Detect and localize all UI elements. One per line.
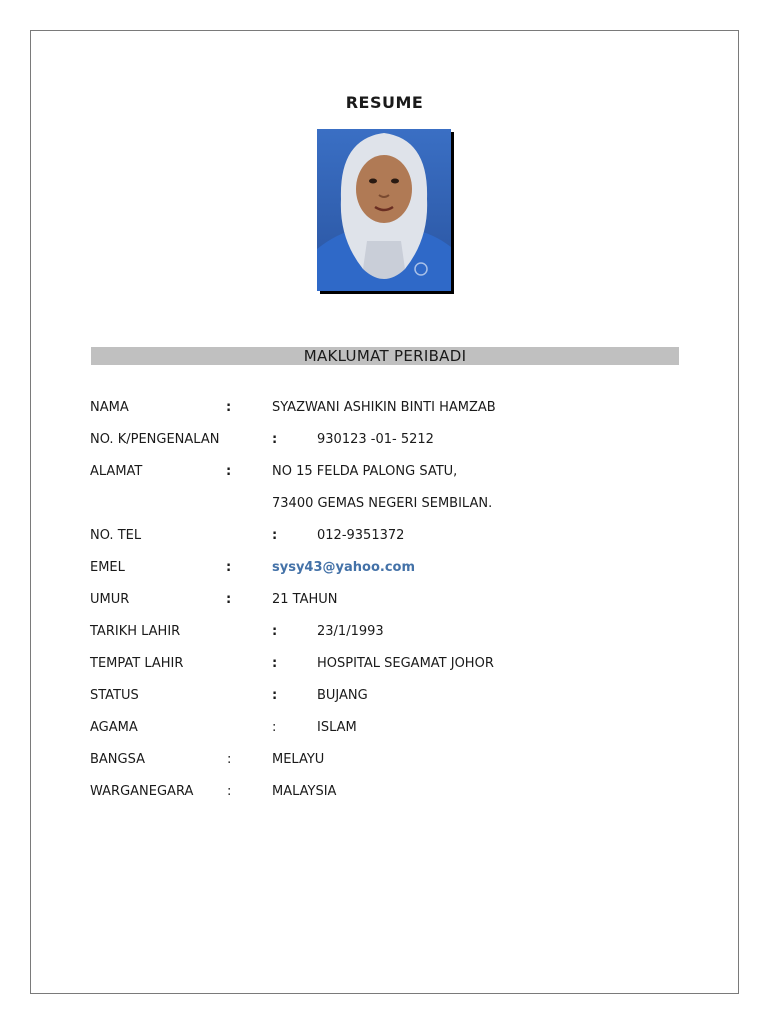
field-row-warganegara xyxy=(31,782,738,802)
field-colon: : xyxy=(272,528,278,543)
field-label: ALAMAT xyxy=(90,464,143,479)
field-row-umur xyxy=(31,590,738,610)
field-value: SYAZWANI ASHIKIN BINTI HAMZAB xyxy=(272,400,496,415)
field-label: WARGANEGARA xyxy=(90,784,194,799)
field-value: 23/1/1993 xyxy=(317,624,384,639)
resume-title: RESUME xyxy=(345,93,424,112)
field-colon: : xyxy=(226,592,232,607)
field-row-emel xyxy=(31,558,738,578)
field-colon: : xyxy=(272,688,278,703)
field-value: MALAYSIA xyxy=(272,784,337,799)
email-link[interactable]: sysy43@yahoo.com xyxy=(272,560,415,575)
field-value: 21 TAHUN xyxy=(272,592,338,607)
field-colon: : xyxy=(226,560,232,575)
field-value: BUJANG xyxy=(317,688,368,703)
field-colon: : xyxy=(226,464,232,479)
field-row-tempat-lahir xyxy=(31,654,738,674)
field-colon: : xyxy=(272,624,278,639)
field-row-bangsa xyxy=(31,750,738,770)
field-label: EMEL xyxy=(90,560,125,575)
field-row-alamat-line2 xyxy=(31,494,738,514)
field-label: NO. K/PENGENALAN xyxy=(90,432,220,447)
field-label: TARIKH LAHIR xyxy=(90,624,181,639)
field-row-status xyxy=(31,686,738,706)
field-label: AGAMA xyxy=(90,720,138,735)
field-row-agama xyxy=(31,718,738,738)
field-row-alamat xyxy=(31,462,738,482)
field-colon: : xyxy=(227,784,232,799)
field-label: UMUR xyxy=(90,592,130,607)
resume-page xyxy=(30,30,739,994)
field-value: 012-9351372 xyxy=(317,528,405,543)
field-row-ic xyxy=(31,430,738,450)
field-colon: : xyxy=(227,752,232,767)
field-label: TEMPAT LAHIR xyxy=(90,656,184,671)
field-colon: : xyxy=(272,432,278,447)
field-colon: : xyxy=(272,656,278,671)
field-value: ISLAM xyxy=(317,720,357,735)
profile-photo xyxy=(317,129,451,291)
field-value: 73400 GEMAS NEGERI SEMBILAN. xyxy=(272,496,493,511)
field-colon: : xyxy=(226,400,232,415)
section-title-bar: MAKLUMAT PERIBADI xyxy=(91,347,679,365)
field-row-tarikh-lahir xyxy=(31,622,738,642)
field-value: NO 15 FELDA PALONG SATU, xyxy=(272,464,458,479)
field-label: BANGSA xyxy=(90,752,145,767)
field-value: HOSPITAL SEGAMAT JOHOR xyxy=(317,656,494,671)
field-label: STATUS xyxy=(90,688,139,703)
field-label: NAMA xyxy=(90,400,129,415)
field-row-nama xyxy=(31,398,738,418)
field-colon: : xyxy=(272,720,277,735)
field-value: 930123 -01- 5212 xyxy=(317,432,434,447)
field-row-tel xyxy=(31,526,738,546)
field-label: NO. TEL xyxy=(90,528,142,543)
field-value: MELAYU xyxy=(272,752,325,767)
